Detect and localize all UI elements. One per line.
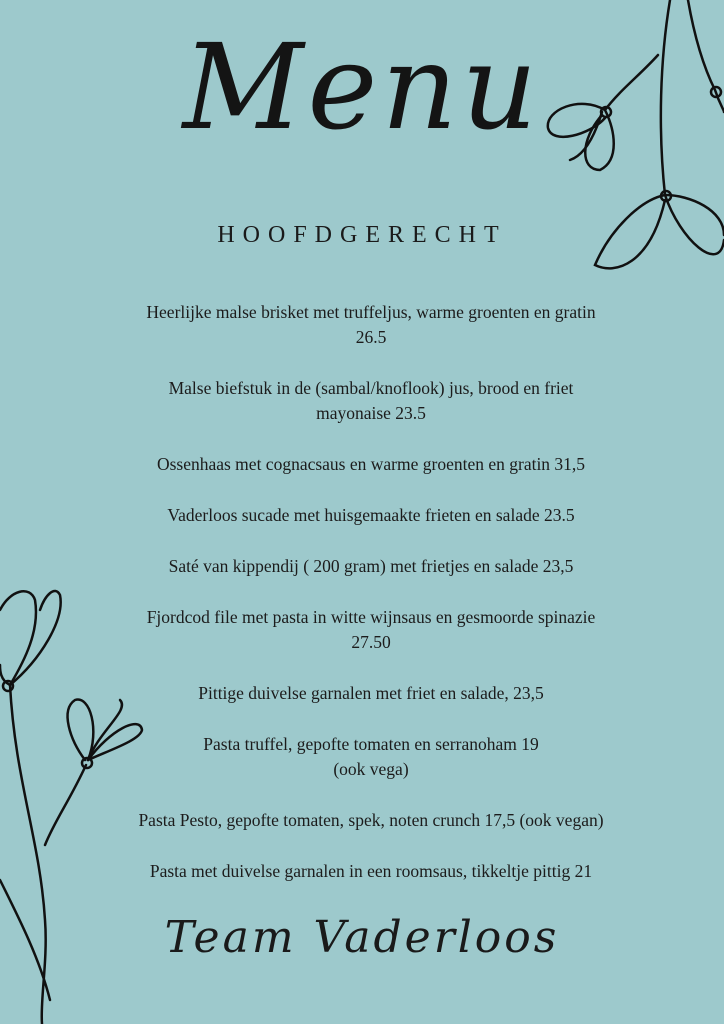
menu-item bbox=[90, 859, 652, 884]
section-heading: HOOFDGERECHT bbox=[217, 222, 507, 248]
menu-item bbox=[90, 300, 652, 350]
menu-item bbox=[90, 732, 652, 782]
menu-item-text: Pasta Pesto, gepofte tomaten, spek, noten crunch 17,5 (ook vegan) bbox=[138, 810, 604, 830]
menu-item-text: Pittige duivelse garnalen met friet en salade, 23,5 bbox=[198, 683, 544, 703]
menu-item-text: Pasta truffel, gepofte tomaten en serranoham 19 bbox=[203, 734, 539, 754]
menu-item bbox=[90, 554, 652, 579]
menu-item-text: mayonaise 23.5 bbox=[316, 403, 426, 423]
menu-item-text: Vaderloos sucade met huisgemaakte frieten en salade 23.5 bbox=[167, 505, 575, 525]
menu-item-price: 26.5 bbox=[355, 327, 387, 347]
menu-item bbox=[90, 376, 652, 426]
menu-item-text: Heerlijke malse brisket met truffeljus, warme groenten en gratin bbox=[146, 302, 596, 322]
signature: Team Vaderloos bbox=[164, 912, 560, 963]
menu-item bbox=[90, 681, 652, 706]
menu-item bbox=[90, 808, 652, 833]
menu-item bbox=[90, 605, 652, 655]
menu-items-list bbox=[90, 300, 652, 910]
menu-title: Menu bbox=[182, 18, 542, 156]
menu-item bbox=[90, 452, 652, 477]
menu-item-text: Fjordcod file met pasta in witte wijnsaus en gesmoorde spinazie bbox=[146, 607, 596, 627]
menu-item-text: Malse biefstuk in de (sambal/knoflook) jus, brood en friet bbox=[168, 378, 574, 398]
menu-item-text: (ook vega) bbox=[333, 759, 409, 779]
menu-item bbox=[90, 503, 652, 528]
menu-item-text: Pasta met duivelse garnalen in een roomsaus, tikkeltje pittig 21 bbox=[149, 861, 593, 881]
menu-item-text: Ossenhaas met cognacsaus en warme groenten en gratin 31,5 bbox=[156, 454, 586, 474]
menu-item-text: Saté van kippendij ( 200 gram) met frietjes en salade 23,5 bbox=[168, 556, 574, 576]
menu-item-price: 27.50 bbox=[351, 632, 391, 652]
